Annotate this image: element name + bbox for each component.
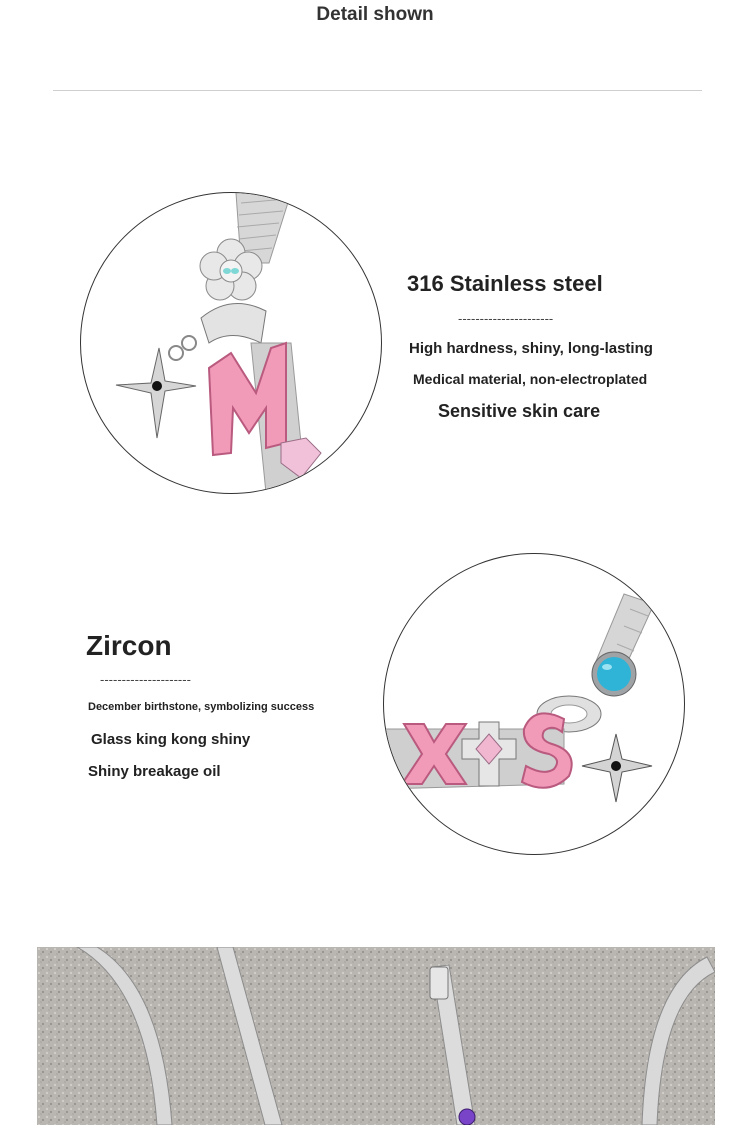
steel-feature-3: Sensitive skin care xyxy=(438,401,601,421)
zircon-title: Zircon xyxy=(86,630,172,661)
zircon-feature-1: December birthstone, symbolizing success xyxy=(88,701,315,713)
product-photo xyxy=(37,947,715,1125)
section-heading: Detail shown xyxy=(316,4,434,25)
zircon-divider: --------------------- xyxy=(100,672,191,687)
zircon-detail-image xyxy=(383,553,685,855)
steel-title: 316 Stainless steel xyxy=(407,271,603,296)
steel-detail-image xyxy=(80,192,382,494)
steel-divider: ---------------------- xyxy=(458,311,554,326)
steel-feature-1: High hardness, shiny, long-lasting xyxy=(409,340,653,357)
steel-feature-2: Medical material, non-electroplated xyxy=(413,371,648,387)
zircon-feature-2: Glass king kong shiny xyxy=(91,731,251,748)
zircon-feature-3: Shiny breakage oil xyxy=(88,763,221,780)
divider-line xyxy=(53,90,702,91)
